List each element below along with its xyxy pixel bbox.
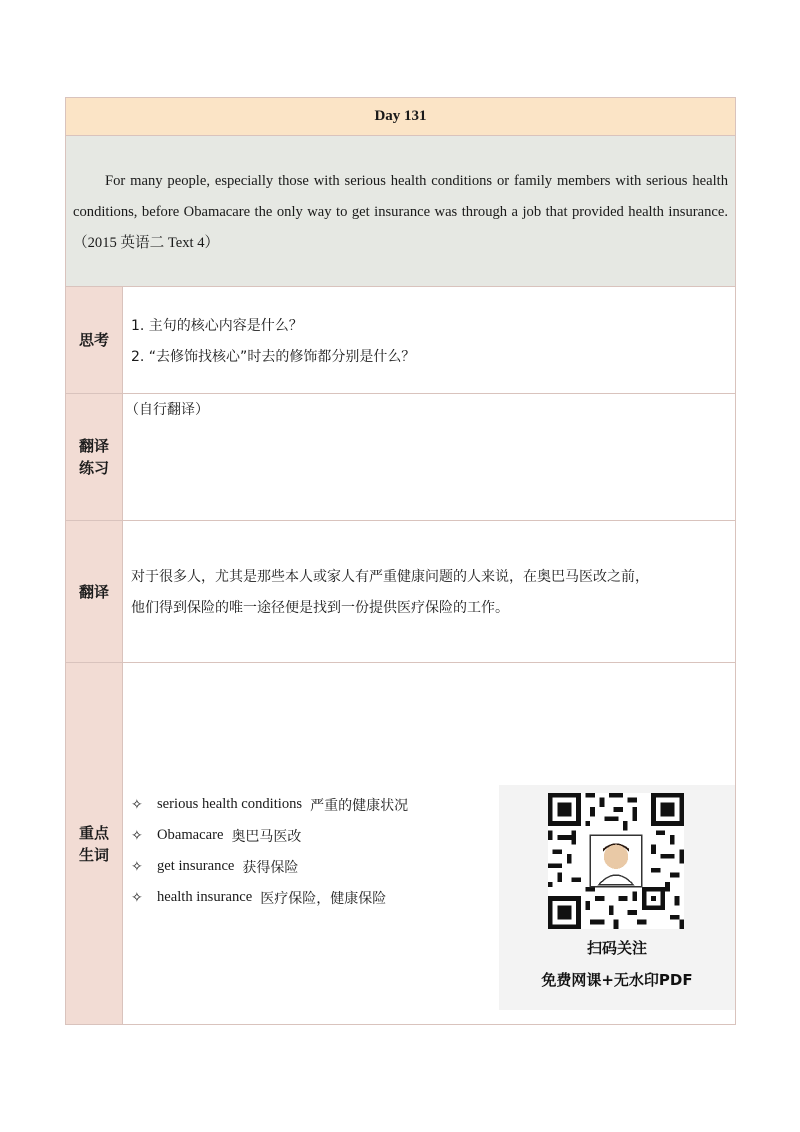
question-2: 2. “去修饰找核心”时去的修饰都分别是什么？ [131, 349, 416, 365]
vocab-list [131, 789, 408, 913]
vocab-item: ✧ get insurance 获得保险 [131, 858, 299, 876]
qr-caption-2: 免费网课+无水印PDF [541, 971, 693, 989]
english-passage [66, 136, 735, 287]
think-label: 思考 [66, 287, 123, 393]
sparkle-icon: ✧ [131, 889, 143, 906]
translation-row [66, 521, 735, 663]
translation-label: 翻译 [66, 521, 123, 662]
study-sheet [65, 97, 736, 1025]
practice-hint: （自行翻译） [125, 402, 209, 418]
day-title: Day 131 [66, 98, 735, 136]
qr-caption-1: 扫码关注 [586, 939, 647, 957]
sparkle-icon: ✧ [131, 858, 143, 875]
vocab-label: 重点 生词 [66, 663, 123, 1024]
translation-content [123, 521, 735, 662]
practice-content [123, 394, 735, 520]
think-content [123, 287, 735, 393]
think-row [66, 287, 735, 394]
passage-text: For many people, especially those with serious health conditions or family members with serious health conditions, before Obamacare the only way to get insurance was through a job that provided health insurance.（2015 英语二 Text 4） [73, 173, 728, 251]
sparkle-icon: ✧ [131, 827, 143, 844]
vocab-item: ✧ serious health conditions 严重的健康状况 [131, 796, 409, 814]
vocab-item: ✧ Obamacare 奥巴马医改 [131, 827, 302, 845]
practice-label: 翻译 练习 [66, 394, 123, 520]
practice-row [66, 394, 735, 521]
qr-code-icon[interactable] [548, 793, 684, 929]
qr-promo [499, 785, 735, 1010]
translation-line-1: 对于很多人，尤其是那些本人或家人有严重健康问题的人来说，在奥巴马医改之前， [131, 569, 649, 585]
translation-line-2: 他们得到保险的唯一途径便是找到一份提供医疗保险的工作。 [131, 600, 509, 616]
sparkle-icon: ✧ [131, 796, 143, 813]
question-1: 1. 主句的核心内容是什么？ [131, 318, 303, 334]
vocab-item: ✧ health insurance 医疗保险，健康保险 [131, 889, 387, 907]
vocab-content [123, 663, 735, 1024]
vocab-row [66, 663, 735, 1024]
